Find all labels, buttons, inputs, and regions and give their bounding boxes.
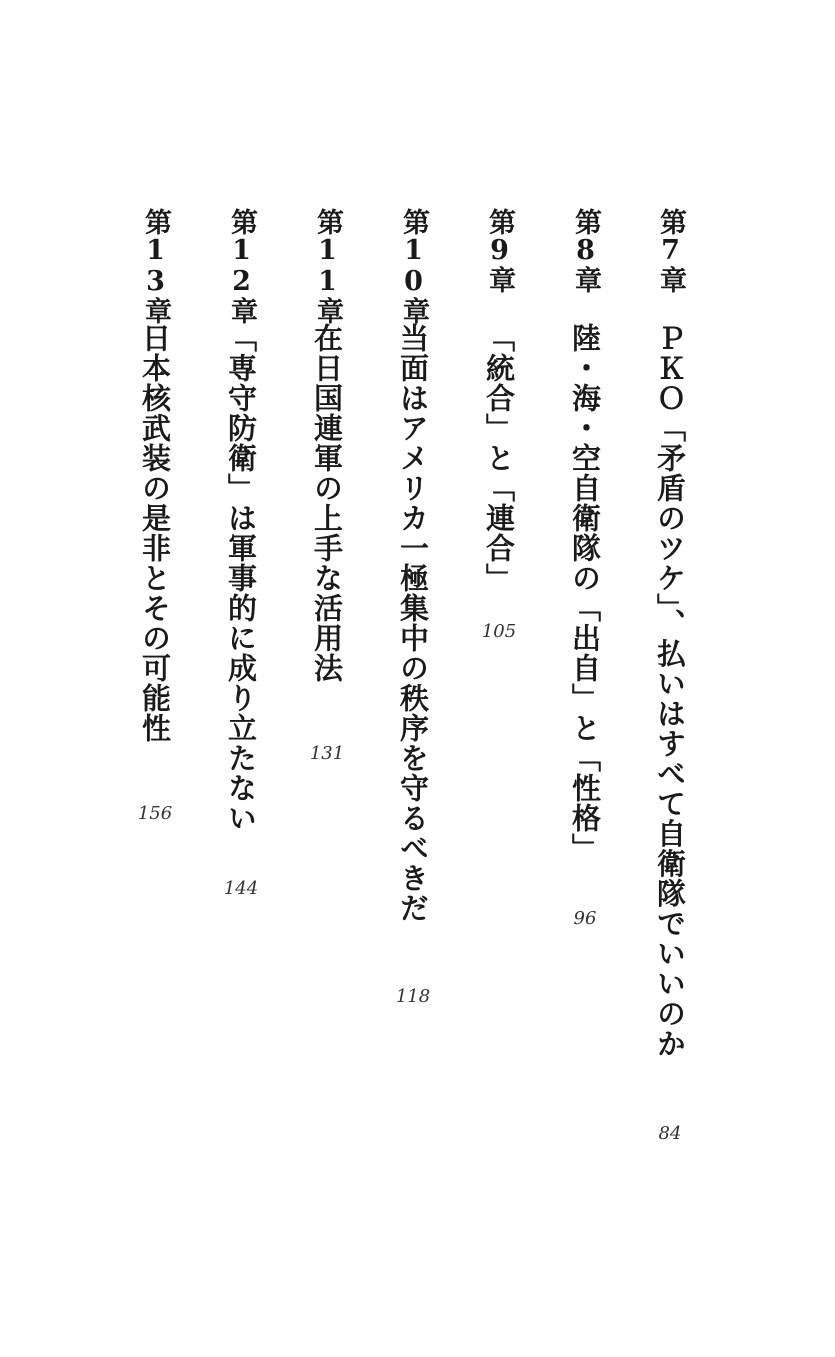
- chapter-title: 当面はアメリカ一極集中の秩序を守るべきだ: [396, 323, 430, 923]
- chapter-number: 第8章: [570, 208, 601, 293]
- chapter-title: 「統合」と「連合」: [482, 323, 516, 593]
- chapter-number: 第13章: [140, 208, 171, 324]
- chapter-title: 日本核武装の是非とその可能性: [138, 323, 172, 743]
- chapter-number: 第11章: [312, 208, 343, 324]
- chapter-number: 第9章: [484, 208, 515, 293]
- chapter-title: 陸・海・空自衛隊の「出自」と「性格」: [568, 323, 602, 863]
- chapter-title: 「専守防衛」は軍事的に成り立たない: [224, 323, 258, 833]
- page-number: 144: [223, 878, 259, 899]
- page-number: 105: [481, 621, 517, 642]
- chapter-title: 在日国連軍の上手な活用法: [310, 323, 344, 683]
- page-number: 84: [658, 1123, 682, 1144]
- chapter-number: 第7章: [655, 208, 686, 293]
- page-number: 96: [573, 908, 597, 929]
- page-number: 156: [137, 803, 173, 824]
- page-number: 118: [395, 986, 431, 1007]
- page-number: 131: [309, 743, 345, 764]
- chapter-number: 第10章: [398, 208, 429, 324]
- chapter-number: 第12章: [226, 208, 257, 324]
- chapter-title: ＰＫＯ「矛盾のツケ」、払いはすべて自衛隊でいいのか: [653, 323, 687, 1059]
